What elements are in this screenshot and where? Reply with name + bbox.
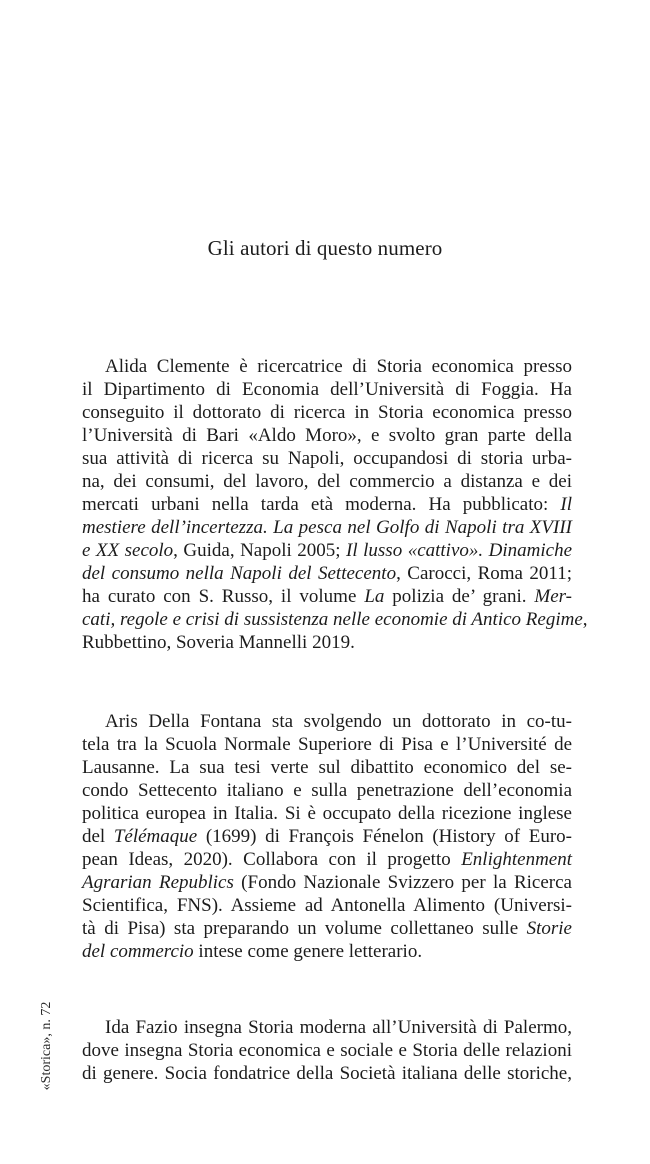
text: Aris Della Fontana sta svolgendo un dottorato in co-tu-	[105, 711, 572, 732]
text: tà di Pisa) sta preparando un volume collettaneo sulle	[82, 918, 527, 939]
text-line	[82, 355, 572, 378]
text: polizia de’ grani.	[384, 586, 535, 607]
text: pean Ideas, 2020). Collabora con il progetto	[82, 849, 462, 870]
text-line	[82, 871, 572, 894]
text-line	[82, 940, 572, 963]
italic-text: del commercio	[82, 941, 194, 962]
text: mercati urbani nella tarda età moderna. Ha pubblicato:	[82, 494, 561, 515]
text: del	[82, 826, 114, 847]
running-footer: «Storica», n. 72	[39, 1001, 54, 1091]
text-line	[82, 493, 572, 516]
text-line	[82, 1016, 572, 1039]
text: Rubbettino, Soveria Mannelli 2019.	[82, 632, 355, 653]
text: Alida Clemente è ricercatrice di Storia economica presso	[105, 356, 572, 377]
italic-text: Enlightenment	[461, 849, 572, 870]
text: ha curato con S. Russo, il volume	[82, 586, 365, 607]
text: di genere. Socia fondatrice della Società italiana delle storiche,	[82, 1063, 572, 1084]
text-line	[82, 562, 572, 585]
text: ,	[582, 609, 588, 630]
text-line	[82, 917, 572, 940]
text: il Dipartimento di Economia dell’Università di Foggia. Ha	[82, 379, 572, 400]
text: politica europea in Italia. Si è occupato della ricezione inglese	[82, 803, 572, 824]
text-line	[82, 631, 572, 654]
italic-text: mestiere dell’incertezza. La pesca nel Golfo di Napoli tra XVIII	[82, 517, 572, 538]
bio-alida-clemente	[82, 355, 588, 654]
text-line	[82, 894, 572, 917]
text: tela tra la Scuola Normale Superiore di Pisa e l’Université de	[82, 734, 572, 755]
text: sua attività di ricerca su Napoli, occupandosi di storia urba-	[82, 448, 572, 469]
bio-ida-fazio	[82, 1016, 572, 1085]
text-line	[82, 802, 572, 825]
italic-text: Agrarian Republics	[82, 872, 234, 893]
text: na, dei consumi, del lavoro, del commercio a distanza e dei	[82, 471, 572, 492]
text-line	[82, 447, 572, 470]
text: dove insegna Storia economica e sociale e Storia delle relazioni	[82, 1040, 572, 1061]
italic-text: Il	[560, 494, 572, 515]
italic-text: e XX secolo	[82, 540, 174, 561]
text-line	[82, 756, 572, 779]
text-line	[82, 608, 588, 631]
text: , Guida, Napoli 2005;	[173, 540, 347, 561]
text: (Fondo Nazionale Svizzero per la Ricerca	[233, 872, 572, 893]
italic-text: del consumo nella Napoli del Settecento	[82, 563, 397, 584]
text-line	[82, 733, 572, 756]
text: conseguito il dottorato di ricerca in Storia economica presso	[82, 402, 572, 423]
italic-text: Mer-	[534, 586, 572, 607]
text-line	[82, 378, 572, 401]
text: Lausanne. La sua tesi verte sul dibattito economico del se-	[82, 757, 572, 778]
text-line	[82, 585, 572, 608]
text-line	[82, 401, 572, 424]
text-line	[82, 848, 572, 871]
text-line	[82, 1039, 572, 1062]
text: , Carocci, Roma 2011;	[396, 563, 572, 584]
text-line	[82, 710, 572, 733]
italic-text: Il lusso «cattivo». Dinamiche	[346, 540, 572, 561]
text-line	[82, 779, 572, 802]
text-line	[82, 424, 572, 447]
text: (1699) di François Fénelon (History of Euro-	[197, 826, 572, 847]
text: condo Settecento italiano e sulla penetrazione dell’economia	[82, 780, 572, 801]
text: l’Università di Bari «Aldo Moro», e svolto gran parte della	[82, 425, 572, 446]
italic-text: La	[364, 586, 385, 607]
italic-text: cati, regole e crisi di sussistenza nelle economie di Antico Regime	[82, 609, 583, 630]
text-line	[82, 516, 572, 539]
bio-aris-della-fontana	[82, 710, 572, 963]
text-line	[82, 539, 572, 562]
text: Scientifica, FNS). Assieme ad Antonella Alimento (Universi-	[82, 895, 572, 916]
text-line	[82, 825, 572, 848]
text: intese come genere letterario.	[193, 941, 423, 962]
text-line	[82, 1062, 572, 1085]
text: Ida Fazio insegna Storia moderna all’Università di Palermo,	[105, 1017, 572, 1038]
text-line	[82, 470, 572, 493]
page-title: Gli autori di questo numero	[207, 236, 443, 260]
italic-text: Storie	[526, 918, 572, 939]
italic-text: Télémaque	[113, 826, 198, 847]
